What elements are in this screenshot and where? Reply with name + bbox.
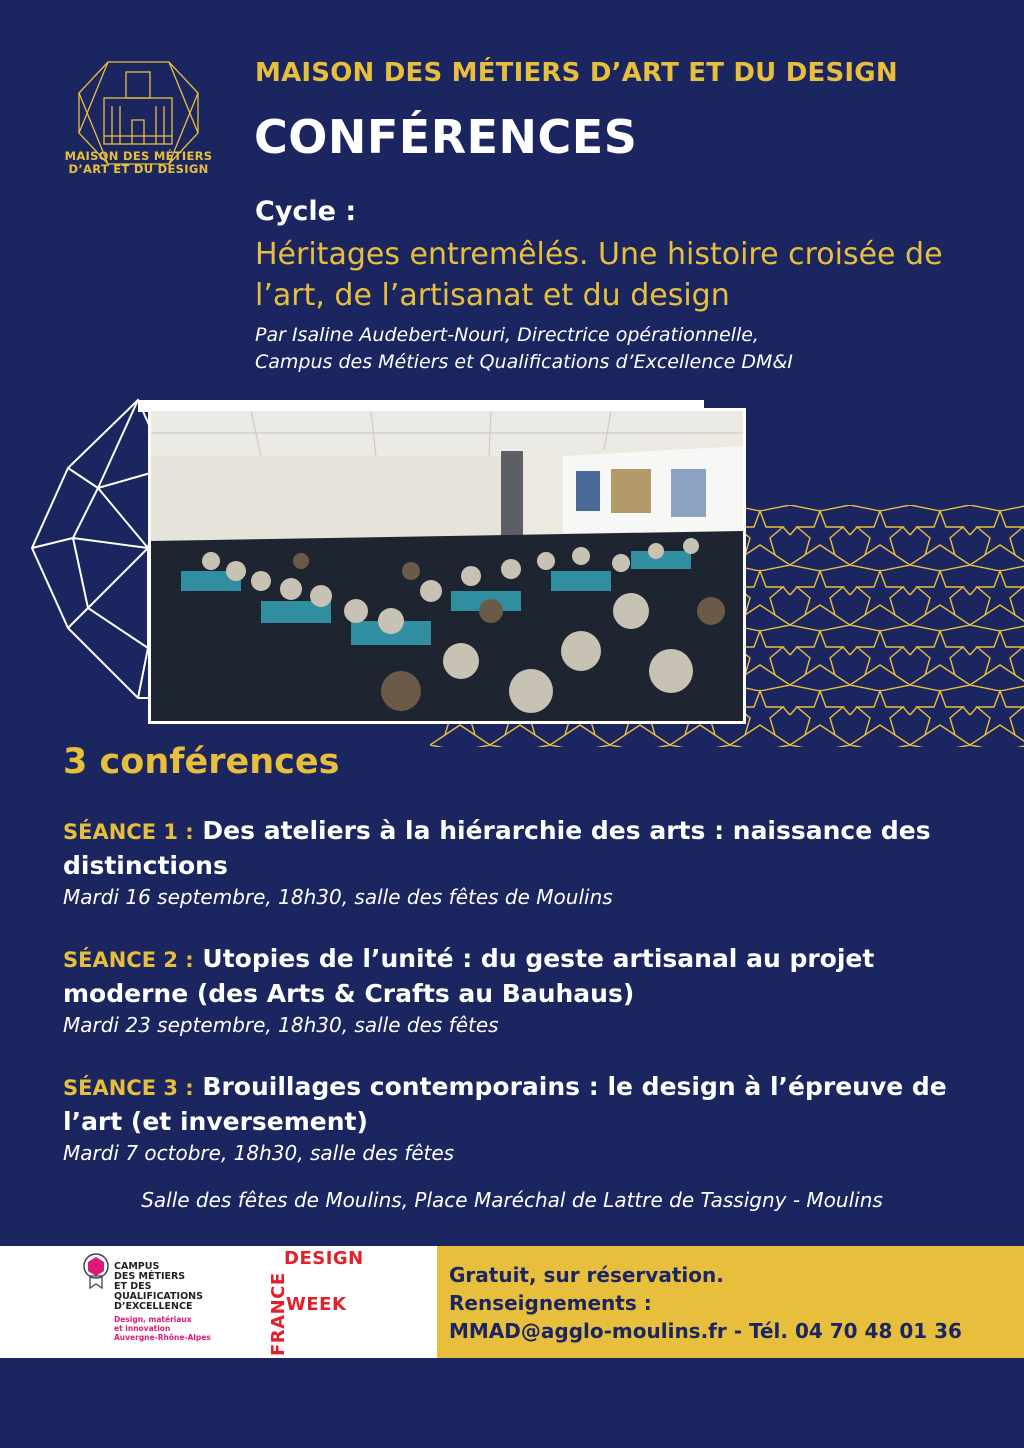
session-3-title: Brouillages contemporains : le design à l’épreuve de l’art (et inversement) [63, 1072, 947, 1136]
campus-sub-3: Auvergne-Rhône-Alpes [114, 1333, 211, 1342]
session-1 [63, 814, 963, 911]
campus-line-2: DES MÉTIERS [114, 1271, 186, 1282]
footer-info [437, 1246, 1024, 1358]
footer-info-line1: Gratuit, sur réservation. [449, 1263, 724, 1287]
campus-badge-icon [82, 1252, 110, 1290]
campus-logo [82, 1252, 232, 1352]
logo-text-line1: MAISON DES MÉTIERS [64, 149, 213, 163]
footer-contact: MMAD@agglo-moulins.fr - Tél. 04 70 48 01 36 [449, 1319, 962, 1343]
session-1-date: Mardi 16 septembre, 18h30, salle des fêtes de Moulins [63, 885, 613, 909]
org-name: MAISON DES MÉTIERS D’ART ET DU DESIGN [255, 58, 898, 88]
page-title: CONFÉRENCES [254, 110, 638, 164]
campus-sub-1: Design, matériaux [114, 1315, 192, 1324]
session-2-title: Utopies de l’unité : du geste artisanal au projet moderne (des Arts & Crafts au Bauhaus) [63, 944, 875, 1008]
session-3 [63, 1070, 963, 1167]
session-3-title-block [63, 1070, 963, 1139]
author-credit [255, 322, 995, 376]
fdw-week: WEEK [286, 1294, 347, 1315]
session-1-label: SÉANCE 1 : [63, 820, 194, 844]
cycle-title: Héritages entremêlés. Une histoire croisée de l’art, de l’artisanat et du design [255, 237, 943, 313]
campus-line-1: CAMPUS [114, 1261, 160, 1272]
session-1-title-block [63, 814, 963, 883]
session-1-title: Des ateliers à la hiérarchie des arts : naissance des distinctions [63, 816, 931, 880]
campus-line-4: QUALIFICATIONS [114, 1291, 203, 1302]
author-line1: Par Isaline Audebert-Nouri, Directrice opérationnelle, [255, 324, 759, 346]
conference-room-photo [148, 408, 746, 724]
session-3-label: SÉANCE 3 : [63, 1076, 194, 1100]
fdw-design: DESIGN [284, 1248, 364, 1269]
session-2-date: Mardi 23 septembre, 18h30, salle des fêtes [63, 1013, 499, 1037]
logo-text-line2: D’ART ET DU DESIGN [68, 162, 209, 176]
session-2 [63, 942, 963, 1039]
session-2-label: SÉANCE 2 : [63, 948, 194, 972]
cycle-label: Cycle : [255, 196, 357, 227]
mmad-logo [56, 58, 221, 208]
venue-address: Salle des fêtes de Moulins, Place Maréchal de Lattre de Tassigny - Moulins [141, 1188, 883, 1212]
campus-sub-2: et innovation [114, 1324, 171, 1333]
session-3-date: Mardi 7 octobre, 18h30, salle des fêtes [63, 1141, 455, 1165]
footer-info-line2: Renseignements : [449, 1291, 652, 1315]
campus-line-5: D’EXCELLENCE [114, 1301, 193, 1312]
session-2-title-block [63, 942, 963, 1011]
program-heading: 3 conférences [63, 742, 340, 782]
author-line2: Campus des Métiers et Qualifications d’Excellence DM&I [255, 351, 793, 373]
campus-line-3: ET DES [114, 1281, 152, 1292]
building-octagon-icon [56, 58, 221, 208]
fdw-france: FRANCE [268, 1272, 289, 1356]
france-design-week-logo [262, 1248, 372, 1356]
